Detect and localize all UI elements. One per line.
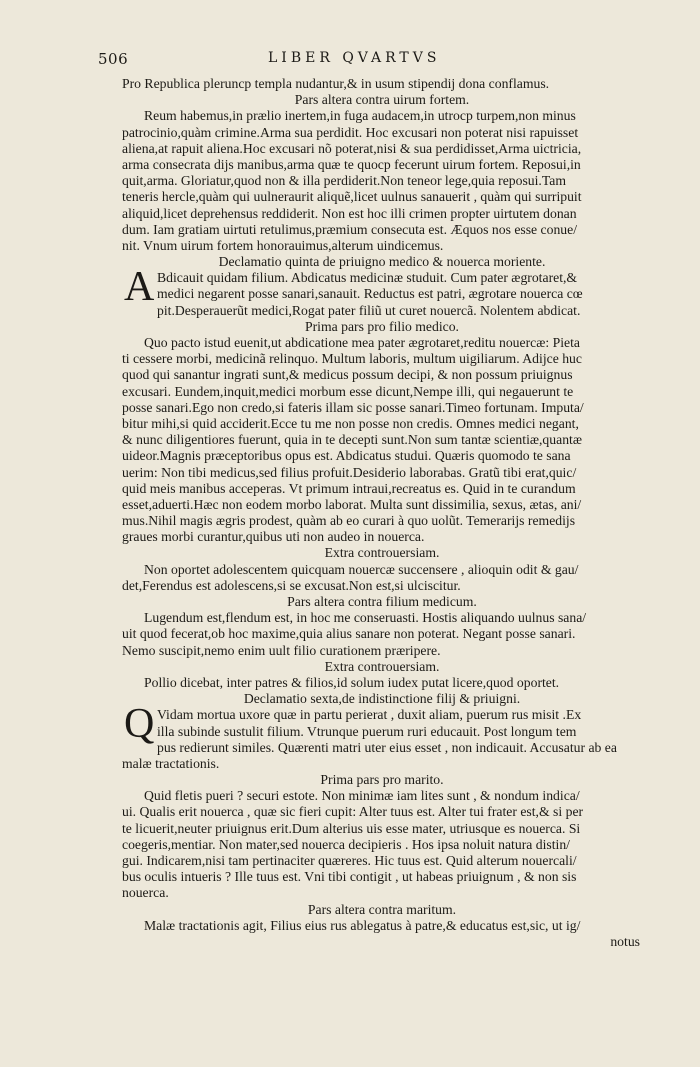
text-line: Pollio dicebat, inter patres & filios,id solum iudex putat licere,quod oportet. [144,674,560,690]
text-line: Vidam mortua uxore quæ in partu perierat , duxit aliam, puerum rus misit .Ex [157,707,582,723]
text-line: ui. Qualis erit nouerca , quæ sic fieri cupit: Alter tuus est. Alter tui frater est,& si per [122,804,584,820]
page-text [122,76,642,950]
text-line: Lugendum est,flendum est, in hoc me conseruasti. Hostis aliquando uulnus sana/ [144,610,587,626]
section-heading: Extra controuersiam. [324,545,440,561]
text-line: bus oculis intueris ? Ille tuus est. Vni tibi contigit , ut habeas priuignum , & non sis [122,869,577,885]
text-line: Malæ tractationis agit, Filius eius rus ablegatus à patre,& educatus est,sic, ut ig/ [144,917,581,933]
text-line: quod qui sanantur ingrati sunt,& medicus possum decipi, & non possum priuignus [122,367,573,383]
text-line: graues morbi curantur,quibus uti non audeo in nouerca. [122,529,425,545]
text-line: pus redierunt similes. Quærenti matri uter eius esset , non indicauit. Accusatur ab ea [157,739,617,755]
text-line: pit.Desperauerũt medici,Rogat pater filiũ ut curet nouercã. Nolentem abdicat. [157,302,581,318]
section-heading: Pars altera contra filium medicum. [287,594,477,609]
section-heading: Declamatio quinta de priuigno medico & nouerca moriente. [218,254,546,270]
text-line: arma consecrata dijs manibus,arma quæ te quocp fecerunt uirum fortem. Reposui,in [122,156,581,172]
text-line: mus.Nihil magis ægris prodest, quàm ab eo curari à quo uolũt. Temerarijs remedijs [122,513,576,529]
text-line: uideor.Magnis præceptoribus opus est. Abdicatus studui. Quæris quomodo te sana [122,448,571,464]
text-line: esset,aduerti.Hæc non eodem morbo laborat. Multa sunt dissimilia, sexus, ætas, ani/ [122,496,582,512]
text-line: ti cessere morbi, medicinã relinquo. Multum laboris, multum uigiliarum. Adijce huc [122,351,582,367]
drop-cap-initial: A [124,270,155,311]
section-heading: Pars altera contra maritum. [307,901,457,917]
text-line: uerim: Non tibi medicus,sed filius profuit.Desiderio laborabas. Gratũ tibi erat,quic/ [122,464,577,480]
section-heading: Declamatio sexta,de indistinctione filij & priuigni. [243,691,521,707]
section-heading: Pars altera contra uirum fortem. [294,92,470,108]
text-line: Non oportet adolescentem quicquam nouercæ succensere , alioquin odit & gau/ [144,561,579,577]
text-section-3 [122,756,642,950]
text-line: posse sanari.Ego non credo,si fateris illam sic posse sanari.Timeo fortunam. Imputa/ [122,399,584,415]
text-section-1 [122,76,642,270]
text-line: Reum habemus,in prælio inertem,in fuga audacem,in utrocp turpem,non minus [144,108,576,124]
text-line: nit. Vnum uirum fortem honorauimus,alterum uindicemus. [122,237,444,253]
text-line: teneris hercle,quàm qui uulneraurit aliquẽ,licet uulnus sanauerit , quàm qui surripuit [122,189,582,205]
section-heading: Prima pars pro filio medico. [305,318,459,334]
declamation-five-opening [122,270,642,319]
text-line: dum. Iam gratiam uirtuti retulimus,præmium consecuta est. Æquos nos esse conue/ [122,221,578,237]
catchword: notus [610,933,640,949]
text-line: te licuerit,neuter priuignus erit.Dum alterius uis esse mater, utriusque es nouerca. Si [122,820,581,836]
text-line: & nunc diligentiores fuerunt, quia in te decepti sunt.Non sum tantæ scientiæ,quantæ [122,432,582,448]
page-number: 506 [98,50,129,68]
text-line: aliquid,licet deprehensus reddiderit. Non est hoc illi crimen propter uirtutem donan [122,205,577,221]
text-line: bitur mihi,si quid acciderit.Ecce tu me non posse non credis. Omnes medici negant, [122,415,579,431]
text-line: Quo pacto istud euenit,ut abdicatione mea pater ægrotaret,reditu nouercæ: Pieta [144,335,580,350]
text-line: Pro Republica pleruncp templa nudantur,& in usum stipendij dona conflamus. [122,76,550,91]
text-line: Nemo suscipit,nemo enim uult filio curationem præripere. [122,642,441,658]
section-heading: Extra controuersiam. [324,658,440,674]
running-head: LIBER QVARTVS [268,50,441,66]
drop-cap-initial: Q [124,707,155,748]
text-line: uit quod fecerat,ob hoc maxime,quia alius sanare non poterat. Negant posse sanari. [122,626,576,642]
text-line: patrocinio,quàm crimine.Arma sua perdidit. Hoc excusari non poterat nisi rapuisset [122,124,579,140]
text-line: Bdicauit quidam filium. Abdicatus medicinæ studuit. Cum pater ægrotaret,& [157,270,578,286]
text-line: coegeris,mentiar. Non mater,sed nouerca decipieris . Hos ipsa noluit natura distin/ [122,836,570,852]
text-line: gui. Indicarem,nisi tam pertinaciter quæreres. Hic tuus est. Quid alterum nouercali/ [122,853,577,868]
text-line: quid meis manibus acceperas. Vt primum intraui,recreatus es. Quid in te curandum [122,480,576,496]
text-line: quit,arma. Gloriatur,quod non & illa perdiderit.Non teneor lege,quia reposui.Tam [122,173,566,189]
text-line: aliena,at rapuit aliena.Hoc excusari nõ poterat,nisi & sua perdidisset,Arma uictricia, [122,140,582,156]
text-line: medici negarent posse sanari,sanauit. Reductus est patri, ægrotare nouerca cœ [157,286,583,302]
text-line: det,Ferendus est adolescens,si se excusat.Non est,si ulciscitur. [122,577,461,593]
text-line: nouerca. [122,885,169,901]
text-line: excusari. Eundem,inquit,medici morbum esse dicunt,Nempe illi, qui negauerunt te [122,383,574,399]
text-section-2 [122,319,642,708]
text-line: Quid fletis pueri ? securi estote. Non minimæ iam lites sunt , & nondum indica/ [144,788,580,804]
declamation-six-opening [122,707,642,756]
section-heading: Prima pars pro marito. [320,772,444,788]
text-line: illa subinde sustulit filium. Vtrunque puerum ruri educauit. Post longum tem [157,723,577,739]
text-line: malæ tractationis. [122,755,220,771]
page-header [98,50,658,70]
